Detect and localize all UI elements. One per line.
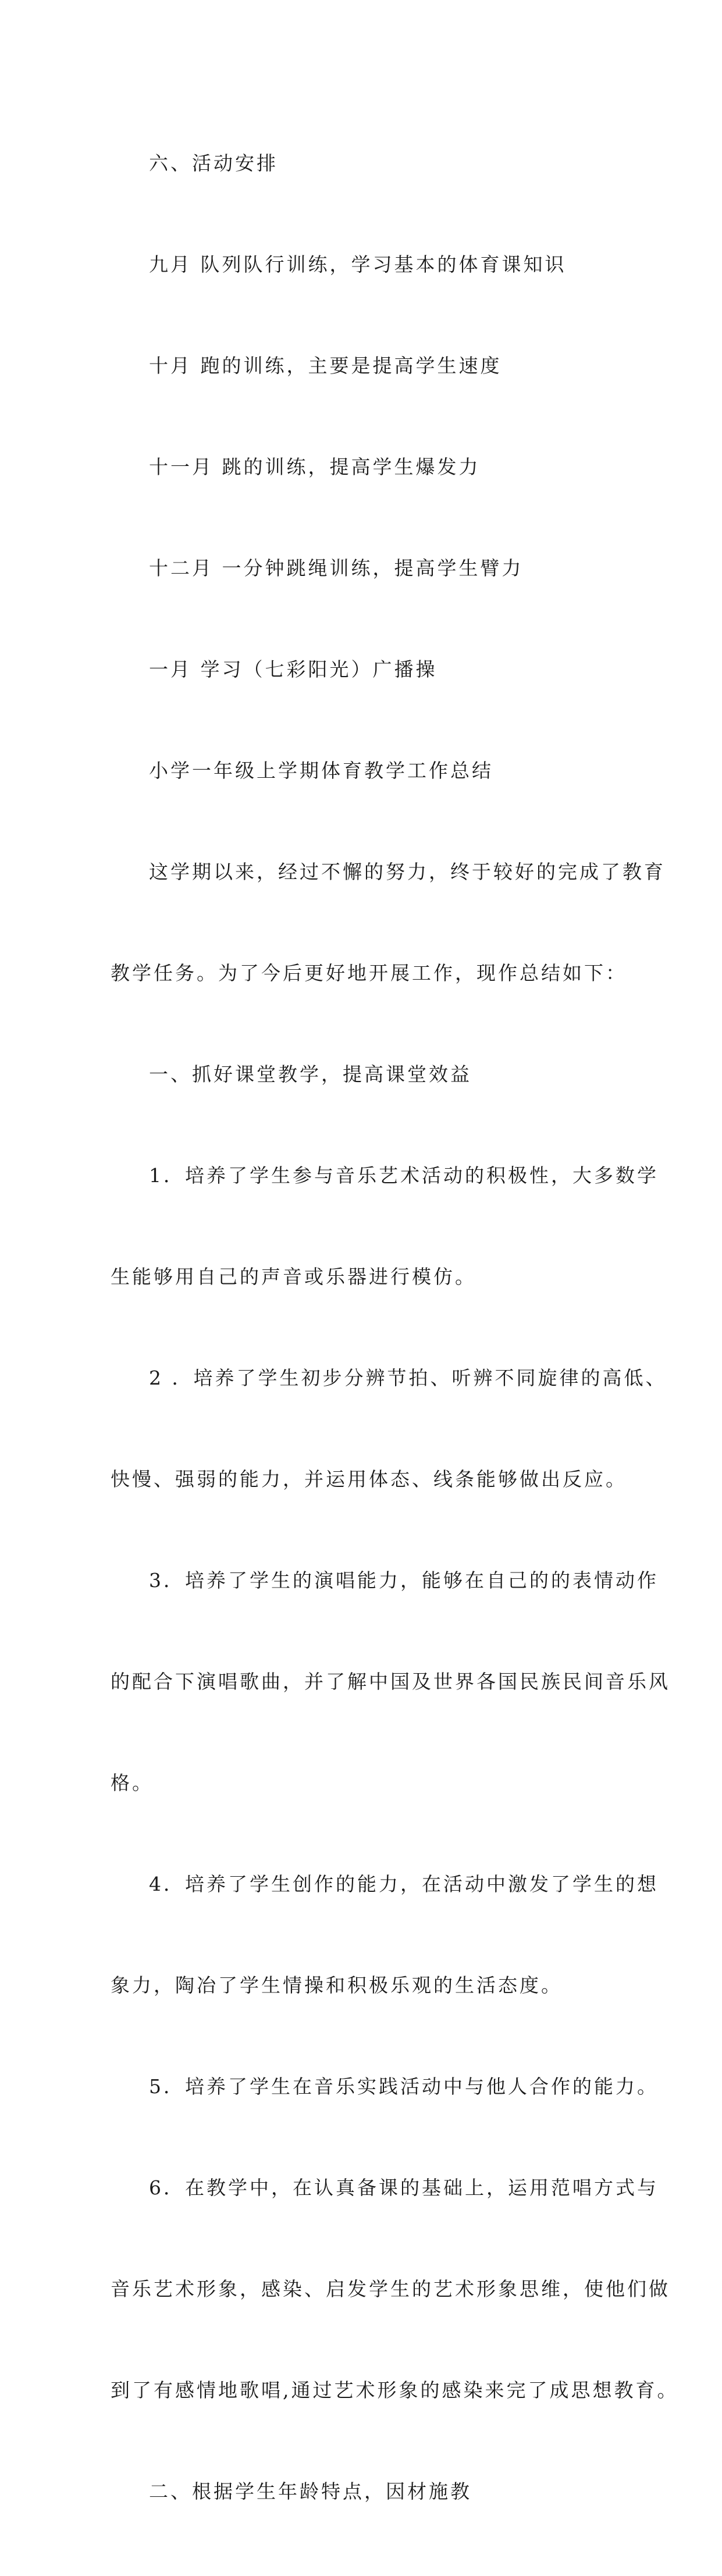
paragraph-line: 2 ．培养了学生初步分辨节拍、听辨不同旋律的高低、 <box>149 1367 667 1389</box>
schedule-line: 一月 学习（七彩阳光）广播操 <box>149 658 438 681</box>
paragraph-line: 到了有感情地歌唱,通过艺术形象的感染来完了成思想教育。 <box>111 2379 679 2401</box>
paragraph-line: 6．在教学中，在认真备课的基础上，运用范唱方式与 <box>149 2176 659 2199</box>
section-heading: 一、抓好课堂教学，提高课堂效益 <box>149 1063 472 1086</box>
paragraph-line: 3．培养了学生的演唱能力，能够在自己的的表情动作 <box>149 1569 659 1592</box>
paragraph-line: 1．培养了学生参与音乐艺术活动的积极性，大多数学 <box>149 1164 659 1187</box>
paragraph-line: 格。 <box>111 1771 154 1794</box>
schedule-line: 十月 跑的训练，主要是提高学生速度 <box>149 354 502 377</box>
schedule-line: 十二月 一分钟跳绳训练，提高学生臂力 <box>149 557 524 579</box>
paragraph-line: 快慢、强弱的能力，并运用体态、线条能够做出反应。 <box>111 1468 627 1490</box>
schedule-line: 九月 队列队行训练，学习基本的体育课知识 <box>149 253 567 276</box>
paragraph-line: 象力，陶冶了学生情操和积极乐观的生活态度。 <box>111 1974 563 1997</box>
paragraph-line: 生能够用自己的声音或乐器进行模仿。 <box>111 1265 476 1288</box>
document-title: 小学一年级上学期体育教学工作总结 <box>149 759 493 782</box>
paragraph-line: 教学任务。为了今后更好地开展工作，现作总结如下： <box>111 962 627 984</box>
paragraph-line: 这学期以来，经过不懈的努力，终于较好的完成了教育 <box>149 860 666 883</box>
section-heading: 二、根据学生年龄特点，因材施教 <box>149 2480 472 2503</box>
schedule-line: 十一月 跳的训练，提高学生爆发力 <box>149 456 481 478</box>
section-heading: 六、活动安排 <box>149 152 278 175</box>
paragraph-line: 音乐艺术形象，感染、启发学生的艺术形象思维，使他们做 <box>111 2278 670 2300</box>
document-body <box>111 79 679 2576</box>
paragraph-line: 的配合下演唱歌曲，并了解中国及世界各国民族民间音乐风 <box>111 1670 670 1693</box>
paragraph-line: 5．培养了学生在音乐实践活动中与他人合作的能力。 <box>149 2075 659 2098</box>
paragraph-line: 4．培养了学生创作的能力，在活动中激发了学生的想 <box>149 1873 659 1895</box>
